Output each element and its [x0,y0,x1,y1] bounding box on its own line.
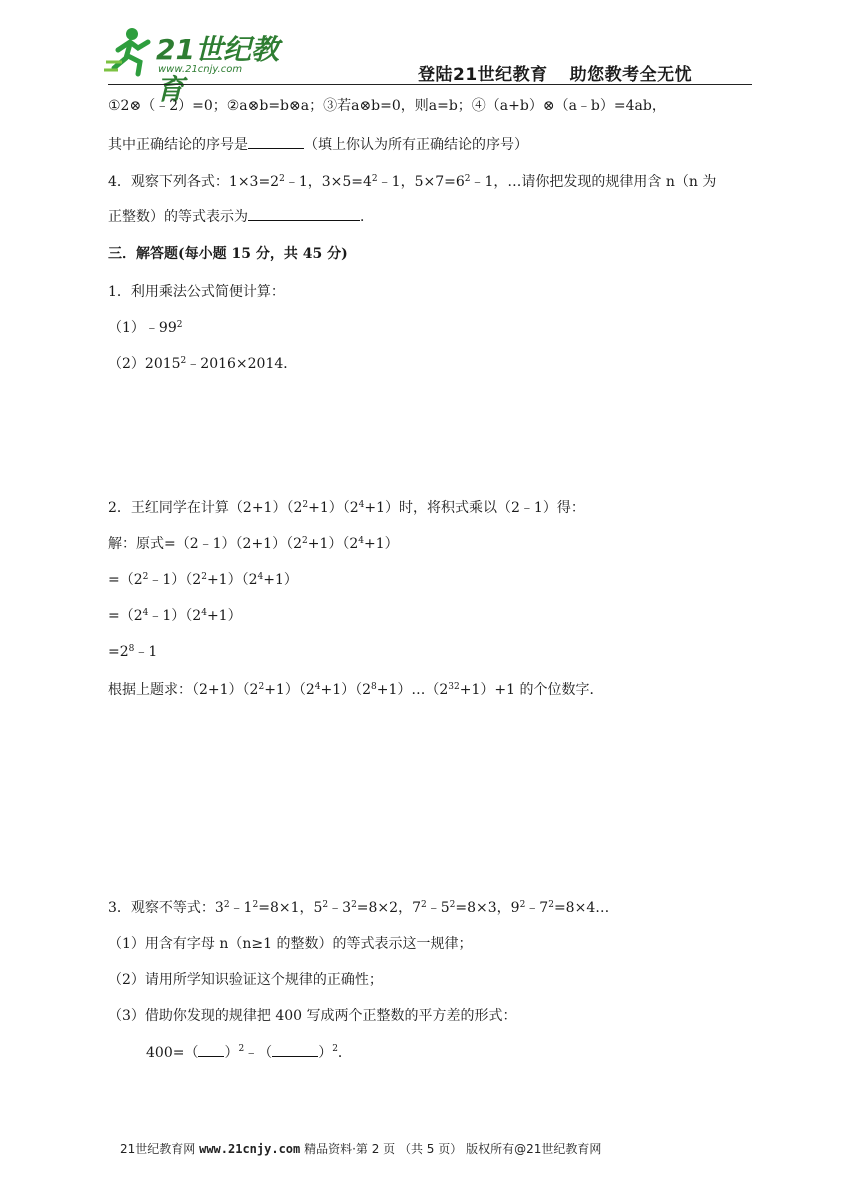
text: ﹣（ [244,1045,273,1061]
text: ． [360,209,374,225]
text: ． [337,1045,352,1061]
text: =8×2，7 [356,900,421,916]
solution-step-2 [108,570,298,590]
exponent: 4 [314,682,321,692]
exponent: 2 [201,572,207,582]
text: ﹣1）（2 [148,572,202,588]
question-2-task [108,680,603,700]
slogan-1: 登陆21世纪教育 [418,65,548,85]
header-divider [108,84,752,85]
exponent: 8 [371,682,377,692]
text: +1） [263,572,298,588]
exponent: 2 [322,900,329,910]
text: ） [318,1045,333,1061]
text: =（2 [108,608,143,624]
text: ） [224,1045,239,1061]
exponent: 2 [176,320,183,330]
line-answer-prompt [108,134,528,155]
logo [104,24,304,106]
footer-page-info: 精品资料·第 2 页 （共 5 页） [304,1142,463,1156]
exponent: 2 [142,572,149,582]
question-1-part-2 [108,354,297,374]
exponent: 2 [449,900,456,910]
text: ﹣3 [328,900,352,916]
text: +1）（2 [308,500,359,516]
text: 4．观察下列各式：1×3=2 [108,174,280,190]
text: +1） [364,536,399,552]
text: ﹣1，5×7=6 [377,174,465,190]
text: 解：原式=（2﹣1）（2+1）（2 [108,536,302,552]
text: 其中正确结论的序号是 [108,137,248,153]
exponent: 2 [223,900,230,910]
slogan-2: 助您教考全无忧 [569,65,693,85]
logo-url: www.21cnjy.com [158,64,243,75]
question-1: 1．利用乘法公式简便计算： [108,284,285,300]
exponent: 2 [519,900,526,910]
text: 3．观察不等式：3 [108,900,224,916]
exponent: 2 [464,174,471,184]
solution-step-4 [108,642,157,662]
footer-url[interactable]: www.21cnjy.com [199,1142,301,1156]
exponent: 2 [238,1044,245,1054]
exponent: 4 [257,572,264,582]
exponent: 2 [279,174,285,184]
question-4 [108,172,716,192]
text: +1）（2 [320,682,372,698]
text: ﹣7 [525,900,549,916]
text: 正整数）的等式表示为 [108,209,248,225]
question-2 [108,498,585,518]
exponent: 32 [448,682,460,692]
text: 400=（ [146,1045,199,1061]
text: =8×4… [553,900,610,916]
exponent: 2 [332,1044,338,1054]
text: =8×3，9 [455,900,520,916]
exponent: 2 [351,900,357,910]
exponent: 4 [358,536,365,546]
text: ﹣1）（2 [148,608,202,624]
exponent: 4 [201,608,207,618]
answer-blank[interactable] [248,134,304,149]
text: （1）﹣99 [108,320,177,336]
question-4-cont [108,206,374,227]
question-3-part-3: （3）借助你发现的规律把 400 写成两个正整数的平方差的形式： [108,1008,517,1024]
exponent: 4 [358,500,365,510]
exponent: 4 [142,608,149,618]
page-footer [120,1140,601,1157]
logo-text: 21世纪教育 [156,33,279,106]
text: （2）2015 [108,356,181,372]
question-3-answer [146,1042,352,1063]
text: ﹣1 [134,644,158,660]
text: +1）（2 [206,572,258,588]
text: +1）（2 [264,682,315,698]
answer-blank[interactable] [248,206,360,221]
text: =2 [108,644,129,660]
line-operations: ①2⊗（﹣2）=0；②a⊗b=b⊗a；③若a⊗b=0，则a=b；④（a+b）⊗（a﹣b）=4ab， [108,98,666,114]
text: +1）+1 的个位数字． [459,682,604,698]
exponent: 2 [302,500,309,510]
text: ﹣1 [229,900,253,916]
question-3 [108,898,609,918]
exponent: 2 [371,174,378,184]
exponent: 8 [128,644,135,654]
text: +1）时，将积式乘以（2﹣1）得： [364,500,585,516]
answer-blank-1[interactable] [198,1042,224,1057]
text: ﹣1，…请你把发现的规律用含 n（n 为 [470,174,717,190]
text: =（2 [108,572,143,588]
text: ﹣5 [426,900,450,916]
text: =8×1，5 [258,900,323,916]
exponent: 2 [180,356,187,366]
text: +1）（2 [307,536,359,552]
text: （填上你认为所有正确结论的序号） [304,137,528,153]
text: +1） [206,608,242,624]
header-slogan [418,60,714,85]
footer-site: 21世纪教育网 [120,1142,196,1156]
exponent: 2 [548,900,554,910]
exponent: 2 [302,536,308,546]
text: ﹣1，3×5=4 [284,174,372,190]
solution-step-3 [108,606,242,626]
text: 根据上题求：（2+1）（2 [108,682,259,698]
section-title: 三．解答题(每小题 15 分，共 45 分) [108,246,348,262]
exponent: 2 [420,900,427,910]
exponent: 2 [252,900,259,910]
question-3-part-2: （2）请用所学知识验证这个规律的正确性； [108,972,383,988]
solution-step-1 [108,534,399,554]
question-3-part-1: （1）用含有字母 n（n≥1 的整数）的等式表示这一规律； [108,936,473,952]
answer-blank-2[interactable] [272,1042,318,1057]
exponent: 2 [258,682,265,692]
footer-rights: 版权所有@21世纪教育网 [466,1142,602,1156]
text: +1）…（2 [376,682,449,698]
text: ﹣2016×2014． [186,356,298,372]
text: 2．王红同学在计算（2+1）（2 [108,500,303,516]
question-1-part-1 [108,318,182,338]
